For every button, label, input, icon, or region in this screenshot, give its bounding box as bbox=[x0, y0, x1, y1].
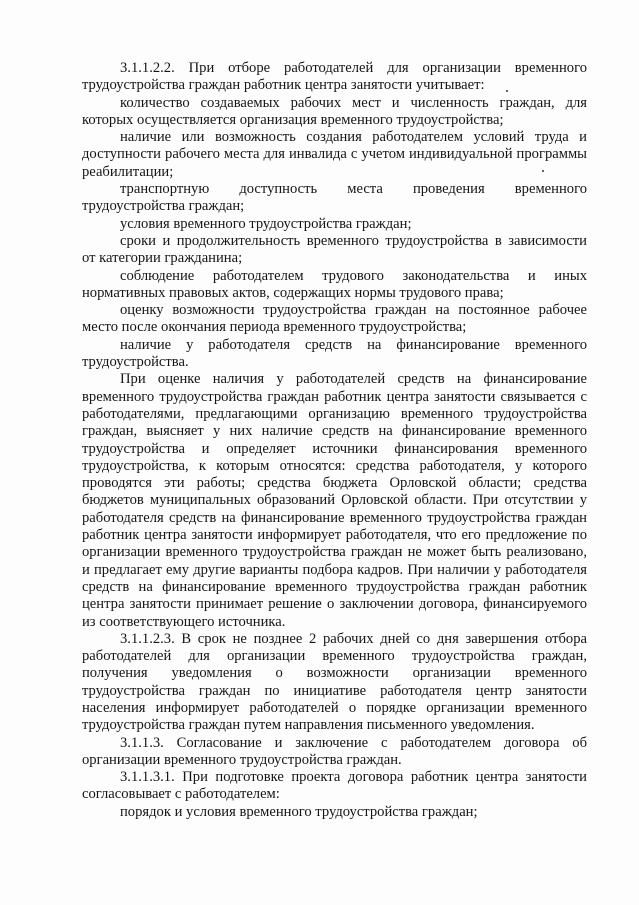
document-body bbox=[82, 60, 587, 821]
paragraph-employment-conditions: условия временного трудоустройства граждан; bbox=[120, 215, 412, 232]
paragraph-procedure-conditions: порядок и условия временного трудоустройства граждан; bbox=[120, 803, 478, 820]
paragraph-disabled-conditions: наличие или возможность создания работодателем условий труда и доступности рабочего места для инвалида с учетом индивидуальной программы реабилитации; bbox=[82, 129, 587, 180]
paragraph-permanent-employment: оценку возможности трудоустройства граждан на постоянное рабочее место после окончания периода временного трудоустройства; bbox=[82, 302, 587, 336]
scan-speck bbox=[506, 90, 508, 92]
scan-speck bbox=[542, 170, 544, 172]
paragraph-3-1-1-3: 3.1.1.3. Согласование и заключение с работодателем договора об организации временного трудоустройства граждан. bbox=[82, 734, 587, 768]
paragraph-3-1-1-3-1: 3.1.1.3.1. При подготовке проекта договора работник центра занятости согласовывает с работодателем: bbox=[82, 769, 587, 803]
paragraph-3-1-1-2-3: 3.1.1.2.3. В срок не позднее 2 рабочих дней со дня завершения отбора работодателей для организации временного трудоустройства граждан, получения уведомления о возможности организации временного трудоустройства граждан по инициативе работодателя центр занятости населения информирует работодателей о порядке организации временного трудоустройства граждан путем направления письменного уведомления. bbox=[82, 630, 587, 734]
paragraph-jobs-count: количество создаваемых рабочих мест и численность граждан, для которых осуществляется организация временного трудоустройства; bbox=[82, 94, 587, 128]
paragraph-transport-access: транспортную доступность места проведения временного трудоустройства граждан; bbox=[82, 181, 587, 215]
paragraph-terms-duration: сроки и продолжительность временного трудоустройства в зависимости от категории гражданина; bbox=[82, 232, 587, 267]
paragraph-3-1-1-2-2: 3.1.1.2.2. При отборе работодателей для организации временного трудоустройства граждан работник центра занятости учитывает: bbox=[82, 60, 587, 94]
paragraph-funds-assessment: При оценке наличия у работодателей средств на финансирование временного трудоустройства граждан работник центра занятости связывается с работодателями, предлагающими организацию временного трудоустройства граждан, выясняет у них наличие средств на финансирование временного трудоустройства и определяет источники финансирования временного трудоустройства, к которым относятся: средства работодателя, у которого проводятся эти работы; средства бюджета Орловской области; средства бюджетов муниципальных образований Орловской области. При отсутствии у работодателя средств на финансирование временного трудоустройства граждан работник центра занятости информирует работодателя, что его предложение по организации временного трудоустройства граждан не может быть реализовано, и предлагает ему другие варианты подбора кадров. При наличии у работодателя средств на финансирование временного трудоустройства граждан работник центра занятости принимает решение о заключении договора, финансируемого из соответствующего источника. bbox=[82, 371, 587, 630]
paragraph-employer-funds: наличие у работодателя средств на финансирование временного трудоустройства. bbox=[82, 336, 587, 371]
paragraph-labor-law-compliance: соблюдение работодателем трудового законодательства и иных нормативных правовых актов, содержащих нормы трудового права; bbox=[82, 267, 587, 301]
